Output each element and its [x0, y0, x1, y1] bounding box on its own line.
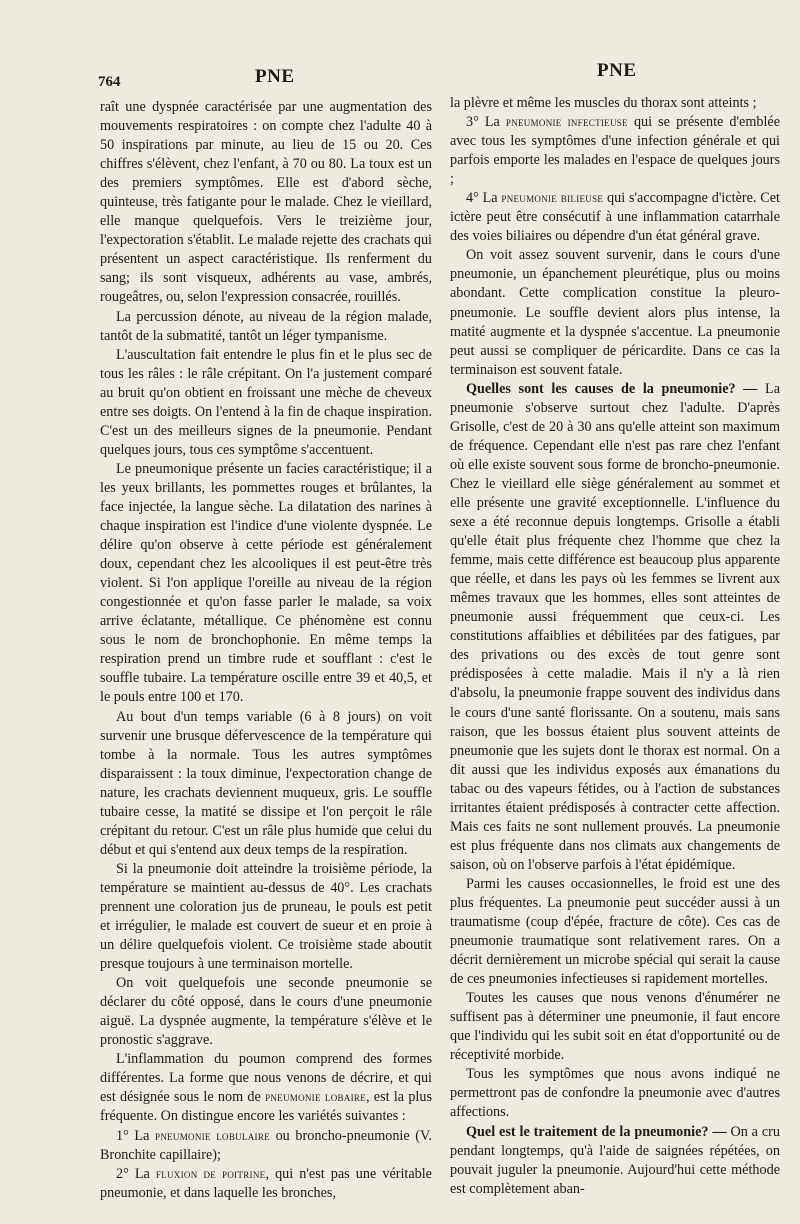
- paragraph: L'inflammation du poumon comprend des formes différentes. La forme que nous venons de décrire, et qui est désignée sous le nom de pneumonie lobaire, est la plus fréquente. On distingue encore les variétés suivantes :: [100, 1051, 432, 1125]
- right-column: [450, 94, 780, 1199]
- paragraph: Le pneumonique présente un facies caractéristique; il a les yeux brillants, les pommettes rouges et brûlantes, la face injectée, la langue sèche. La dilatation des narines à chaque inspiration est l'indice d'une violente dyspnée. Le délire qu'on observe à cette période est généralement doux, cependant chez les alcooliques il est peut-être très violent. Si l'on applique l'oreille au niveau de la région congestionnée et qu'on fasse parler le malade, sa voix arrive éclatante, métallique. Ce phénomène est connu sous le nom de bronchophonie. En même temps la respiration prend un timbre rude et soufflant : c'est le souffle tubaire. La température oscille entre 39 et 40,5, et le pouls entre 100 et 170.: [100, 460, 432, 706]
- paragraph: La percussion dénote, au niveau de la région malade, tantôt de la submatité, tantôt un léger tympanisme.: [100, 308, 432, 344]
- paragraph: Quelles sont les causes de la pneumonie? — La pneumonie s'observe surtout chez l'adulte. D'après Grisolle, c'est de 20 à 30 ans qu'elle atteint son maximum de fréquence. Cependant elle n'est pas rare chez l'enfant où elle existe souvent sous forme de broncho-pneumonie. Chez le vieillard elle siège généralement au sommet et elle présente une gravité exceptionnelle. L'influence du sexe a été reconnue depuis longtemps. Grisolle a établi qu'elle était plus fréquente chez l'homme que chez la femme, mais cette différence est beaucoup plus apparente que réelle, et dans les pays où les femmes se livrent aux mêmes travaux que les hommes, elles sont atteintes de pneumonie aussi fréquemment que ceux-ci. Les constitutions affaiblies et débilitées par des fatigues, par des privations ou des excès de tout genre sont prédisposées à cette maladie. Mais il n'y a là rien d'absolu, la pneumonie frappe souvent des individus dans le cours d'une santé florissante. On a soutenu, mais sans raison, que les bossus étaient plus souvent atteints de pneumonie que les sujets dont le thorax est normal. On a dit aussi que les individus exposés aux émanations du tabac ou des vapeurs fétides, ou à l'action de substances irritantes étaient prédisposés à contracter cette affection. Mais ces faits ne sont nullement prouvés. La pneumonie est plus fréquente dans nos climats aux changements de saison, où on l'observe parfois à l'état épidémique.: [450, 380, 780, 873]
- paragraph: Quel est le traitement de la pneumonie? — On a cru pendant longtemps, qu'à l'aide de saignées répétées, on pouvait juguler la pneumonie. Aujourd'hui cette méthode est complètement aban-: [450, 1123, 780, 1197]
- variety-item: 1° La pneumonie lobulaire ou broncho-pneumonie (V. Bronchite capillaire);: [100, 1127, 432, 1163]
- paragraph: On voit quelquefois une seconde pneumonie se déclarer du côté opposé, dans le cours d'une pneumonie aiguë. La dyspnée augmente, la température s'élève et le pronostic s'aggrave.: [100, 975, 432, 1049]
- variety-item: 3° La pneumonie infectieuse qui se présente d'emblée avec tous les symptômes d'une infection générale et qui parfois emporte les malades en l'espace de quelques jours ;: [450, 114, 781, 188]
- paragraph: la plèvre et même les muscles du thorax sont atteints ;: [450, 95, 757, 111]
- paragraph: raît une dyspnée caractérisée par une augmentation des mouvements respiratoires : on compte chez l'adulte 40 à 50 inspirations par minute, au lieu de 15 ou 20. Ces chiffres s'élèvent, chez l'enfant, à 70 ou 80. La toux est un des premiers symptômes. Elle est d'abord sèche, quinteuse, très fatigante pour le malade. Chez le vieillard, elle manque quelquefois. Vers le treizième jour, l'expectoration s'établit. Le malade rejette des crachats qui présentent un aspect caractéristique. Ils renferment du sang; ils sont visqueux, adhérents au vase, ambrés, rougeâtres, ou, selon l'expression consacrée, rouillés.: [100, 99, 432, 306]
- running-head-left: PNE: [255, 66, 295, 87]
- paragraph: L'auscultation fait entendre le plus fin et le plus sec de tous les râles : le râle crépitant. On l'a justement comparé au bruit qu'on obtient en froissant une mèche de cheveux entre ses doigts. On l'entend à la fin de chaque inspiration. C'est un des meilleurs signes de la pneumonie. Pendant quelques jours, tous ces symptôme s'accentuent.: [100, 346, 432, 458]
- left-column: [100, 98, 432, 1203]
- variety-item: 2° La fluxion de poitrine, qui n'est pas une véritable pneumonie, et dans laquelle les bronches,: [100, 1165, 432, 1201]
- paragraph: Si la pneumonie doit atteindre la troisième période, la température se maintient au-dessus de 40°. Les crachats prennent une coloration jus de pruneau, le pouls est petit et irrégulier, le malade est couvert de sueur et en proie à un délire quelquefois violent. Ce troisième stade aboutit presque toujours à une terminaison mortelle.: [100, 860, 432, 973]
- question-heading: Quel est le traitement de la pneumonie? —: [466, 1123, 727, 1140]
- paragraph: Tous les symptômes que nous avons indiqué ne permettront pas de confondre la pneumonie avec d'autres affections.: [450, 1066, 780, 1121]
- paragraph: Parmi les causes occasionnelles, le froid est une des plus fréquentes. La pneumonie peut succéder aussi à un traumatisme (coup d'épée, fracture de côte). Ces cas de pneumonie traumatique sont relativement rares. On a décrit dernièrement un microbe spécial qui serait la cause de ces pneumonies infectieuses si rapidement mortelles.: [450, 875, 780, 988]
- page-number: 764: [98, 74, 121, 90]
- paragraph: Toutes les causes que nous venons d'énumérer ne suffisent pas à déterminer une pneumonie, il faut encore que l'individu qui les subit soit en état d'opportunité ou de réceptivité morbide.: [450, 990, 780, 1064]
- question-heading: Quelles sont les causes de la pneumonie? —: [466, 380, 758, 397]
- running-head-right: PNE: [597, 60, 637, 81]
- paragraph: Au bout d'un temps variable (6 à 8 jours) on voit survenir une brusque défervescence de la température qui tombe à la normale. Tous les autres symptômes disparaissent : la toux diminue, l'expectoration change de nature, les crachats deviennent muqueux, gris. Le souffle tubaire cesse, la matité se dissipe et l'on perçoit le râle crépitant du retour. C'est un râle plus humide que celui du début et qui s'entend aux deux temps de la respiration.: [100, 708, 432, 858]
- paragraph: On voit assez souvent survenir, dans le cours d'une pneumonie, un épanchement pleurétique, plus ou moins abondant. Cette complication constitue la pleuro-pneumonie. Le souffle devient alors plus intense, la matité augmente et la dyspnée s'accentue. La pneumonie peut aussi se compliquer de péricardite. Dans ce cas la terminaison est souvent fatale.: [450, 247, 780, 378]
- variety-item: 4° La pneumonie bilieuse qui s'accompagne d'ictère. Cet ictère peut être consécutif à une inflammation catarrhale des voies biliaires ou dépendre d'un état général grave.: [450, 190, 780, 245]
